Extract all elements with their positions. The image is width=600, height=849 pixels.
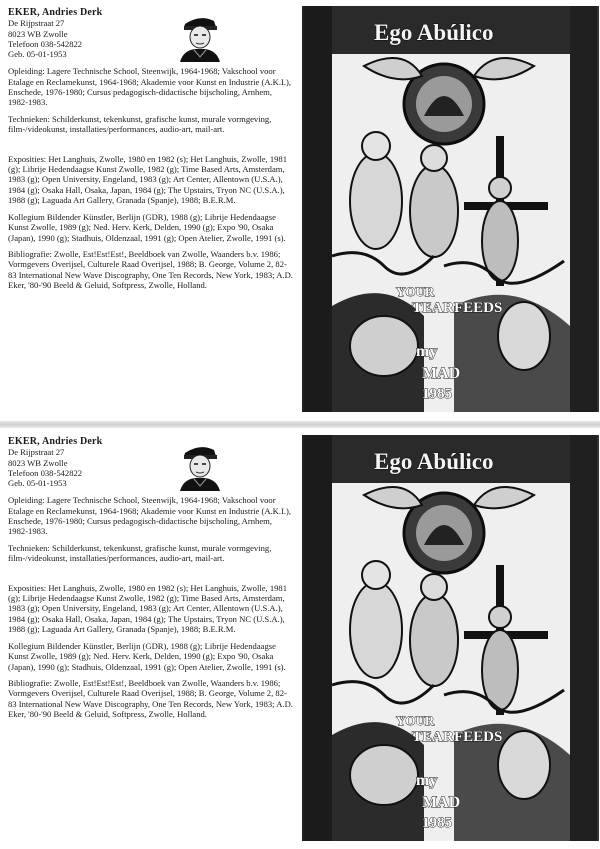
poster-line-4: my <box>416 772 438 789</box>
address-street: De Rijpstraat 27 <box>8 18 65 29</box>
bio-column <box>8 8 293 291</box>
address-block <box>8 18 293 59</box>
address-city: 8023 WB Zwolle <box>8 457 68 468</box>
address-phone: Telefoon 038-542822 <box>8 38 83 49</box>
address-phone: Telefoon 038-542822 <box>8 467 83 478</box>
poster-line-5: MAD <box>422 794 461 811</box>
poster-line-1: YOUR <box>396 713 435 728</box>
paper-fold-divider <box>0 421 600 428</box>
poster-title: Ego Abúlico <box>374 20 494 45</box>
sheet-top <box>0 0 600 420</box>
exhibitions-paragraph: Exposities: Het Langhuis, Zwolle, 1980 en 1982 (s); Het Langhuis, Zwolle, 1981 (g); Librije Hedendaagse Kunst Zwolle, 1982 (g); Time Based Arts, Amsterdam, 1983 (g); Open University, Engeland, 1983 (g); Art Center, Allentown (U.S.A.), 1984 (g); Osaka Hall, Osaka, Japan, 1984 (g); The Upstairs, Tryon NC (U.S.A.), 1988 (g); Laguada Art Gallery, Granada (Spanje), 1988; B.E.R.M. <box>8 153 288 206</box>
collage-artwork-icon <box>304 6 597 412</box>
address-block <box>8 447 293 488</box>
sheet-bottom <box>0 429 600 849</box>
poster-artwork <box>302 6 599 412</box>
portrait-photo-icon <box>176 441 224 491</box>
exhibitions-paragraph-2: Kollegium Bildender Künstler, Berlijn (GDR), 1988 (g); Librije Hedendaagse Kunst Zwolle, 1989 (g); Ned. Herv. Kerk, Delden, 1990 (g); Expo '90, Osaka (Japan), 1990 (g); Stadhuis, Oldenzaal, 1991 (g); Open Atelier, Zwolle, 1991 (s). <box>8 640 286 672</box>
poster-line-2: TEAR <box>412 300 454 316</box>
artist-name: EKER, Andries Derk <box>8 7 103 18</box>
techniques-paragraph: Technieken: Schilderkunst, tekenkunst, grafische kunst, murale vormgeving, film-/videokunst, installaties/performances, audio-art, mail-art. <box>8 542 272 564</box>
bio-column <box>8 437 293 720</box>
poster-line-3: FEEDS <box>454 300 503 316</box>
address-birthdate: Geb. 05-01-1953 <box>8 49 67 60</box>
education-paragraph: Opleiding: Lagere Technische School, Steenwijk, 1964-1968; Vakschool voor Etalage en Reclamekunst, 1964-1968; Akademie voor Kunst en Industrie (A.K.I.), Enschede, 1976-1980; Cursus pedagogisch-didactische bijscholing, Arnhem, 1982-1983. <box>8 495 292 537</box>
poster-line-5: MAD <box>422 365 461 382</box>
poster-line-6: 1985 <box>422 386 452 402</box>
address-city: 8023 WB Zwolle <box>8 28 68 39</box>
portrait-photo-icon <box>176 12 224 62</box>
poster-line-4: my <box>416 343 438 360</box>
artist-name: EKER, Andries Derk <box>8 436 103 447</box>
poster-title: Ego Abúlico <box>374 449 494 474</box>
poster-line-1: YOUR <box>396 284 435 299</box>
poster-line-6: 1985 <box>422 815 452 831</box>
poster-line-2: TEAR <box>412 729 454 745</box>
poster-line-3: FEEDS <box>454 729 503 745</box>
bibliography-paragraph: Bibliografie: Zwolle, Est!Est!Est!, Beeldboek van Zwolle, Waanders b.v. 1986; Vormgevers Overijsel, Culturele Raad Overijsel, 1988; B. George, Volume 2, 82-83 International New Wave Discography, One Ten Records, New York, 1983; A.D. Eker, '80-'90 Beeld & Geluid, Softpress, Zwolle, Holland. <box>8 248 293 291</box>
exhibitions-paragraph-2: Kollegium Bildender Künstler, Berlijn (GDR), 1988 (g); Librije Hedendaagse Kunst Zwolle, 1989 (g); Ned. Herv. Kerk, Delden, 1990 (g); Expo '90, Osaka (Japan), 1990 (g); Stadhuis, Oldenzaal, 1991 (g); Open Atelier, Zwolle, 1991 (s). <box>8 211 286 243</box>
techniques-paragraph: Technieken: Schilderkunst, tekenkunst, grafische kunst, murale vormgeving, film-/videokunst, installaties/performances, audio-art, mail-art. <box>8 113 272 135</box>
poster-artwork <box>302 435 599 841</box>
collage-artwork-icon <box>304 435 597 841</box>
bibliography-paragraph: Bibliografie: Zwolle, Est!Est!Est!, Beeldboek van Zwolle, Waanders b.v. 1986; Vormgevers Overijsel, Culturele Raad Overijsel, 1988; B. George, Volume 2, 82-83 International New Wave Discography, One Ten Records, New York, 1983; A.D. Eker, '80-'90 Beeld & Geluid, Softpress, Zwolle, Holland. <box>8 677 293 720</box>
education-paragraph: Opleiding: Lagere Technische School, Steenwijk, 1964-1968; Vakschool voor Etalage en Reclamekunst, 1964-1968; Akademie voor Kunst en Industrie (A.K.I.), Enschede, 1976-1980; Cursus pedagogisch-didactische bijscholing, Arnhem, 1982-1983. <box>8 66 292 108</box>
exhibitions-paragraph: Exposities: Het Langhuis, Zwolle, 1980 en 1982 (s); Het Langhuis, Zwolle, 1981 (g); Librije Hedendaagse Kunst Zwolle, 1982 (g); Time Based Arts, Amsterdam, 1983 (g); Open University, Engeland, 1983 (g); Art Center, Allentown (U.S.A.), 1984 (g); Osaka Hall, Osaka, Japan, 1984 (g); The Upstairs, Tryon NC (U.S.A.), 1988 (g); Laguada Art Gallery, Granada (Spanje), 1988; B.E.R.M. <box>8 582 288 635</box>
address-birthdate: Geb. 05-01-1953 <box>8 478 67 489</box>
address-street: De Rijpstraat 27 <box>8 447 65 458</box>
